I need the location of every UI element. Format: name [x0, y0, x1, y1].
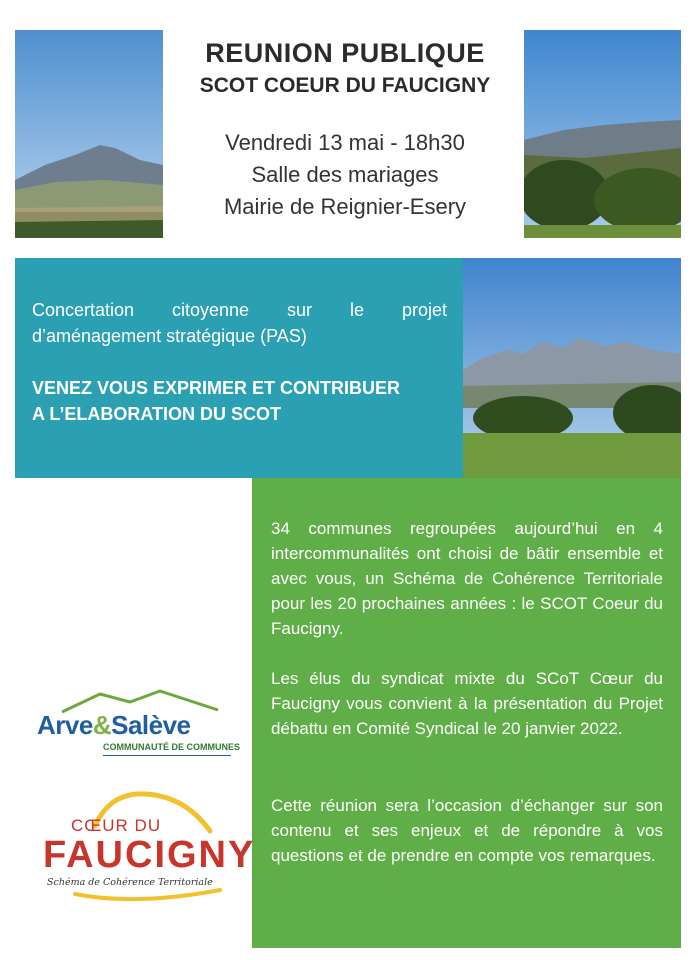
logo-coeur-du-faucigny: [35, 786, 256, 904]
faucigny-label: FAUCIGNY: [43, 834, 256, 876]
cta-line-2: A L’ELABORATION DU SCOT: [32, 404, 281, 424]
paragraph-elus: Les élus du syndicat mixte du SCoT Cœur du Faucigny vous convient à la présentation du Projet débattu en Comité Syndical le 20 janvier 2022.: [271, 669, 663, 738]
coeur-du-label: CŒUR DU: [71, 816, 162, 835]
title-scot: SCOT COEUR DU FAUCIGNY: [199, 74, 491, 97]
logo-arve-saleve: [35, 688, 240, 760]
arve-saleve-name: Arve&Salève: [37, 710, 191, 740]
teal-banner: [15, 258, 463, 478]
paragraph-reunion: Cette réunion sera l’occasion d’échanger sur son contenu et ses enjeux et de répondre à vos questions et de prendre en compte vos remarques.: [271, 796, 663, 865]
event-venue: Salle des mariages: [251, 162, 439, 187]
photo-mountain-meadow: [524, 30, 681, 238]
event-location: Mairie de Reignier-Esery: [223, 194, 467, 219]
arve-saleve-subtitle: COMMUNAUTÉ DE COMMUNES: [103, 742, 240, 752]
photo-alps-panorama: [463, 258, 681, 478]
cta-line-1: VENEZ VOUS EXPRIMER ET CONTRIBUER: [32, 378, 401, 398]
title-reunion-publique: REUNION PUBLIQUE: [205, 38, 485, 68]
photo-mountain-valley: [15, 30, 163, 238]
coeur-subtitle: Schéma de Cohérence Territoriale: [47, 877, 213, 888]
banner-intro-text: Concertation citoyenne sur le projet d’aménagement stratégique (PAS): [32, 300, 447, 346]
banner-call-to-action: [32, 375, 452, 427]
event-date-time: Vendredi 13 mai - 18h30: [225, 130, 465, 155]
logo-divider: [103, 755, 231, 756]
paragraph-communes: 34 communes regroupées aujourd’hui en 4 intercommunalités ont choisi de bâtir ensemble et avec vous, un Schéma de Cohérence Territoriale pour les 20 prochaines années : le SCOT Coeur du Faucigny.: [271, 519, 663, 638]
